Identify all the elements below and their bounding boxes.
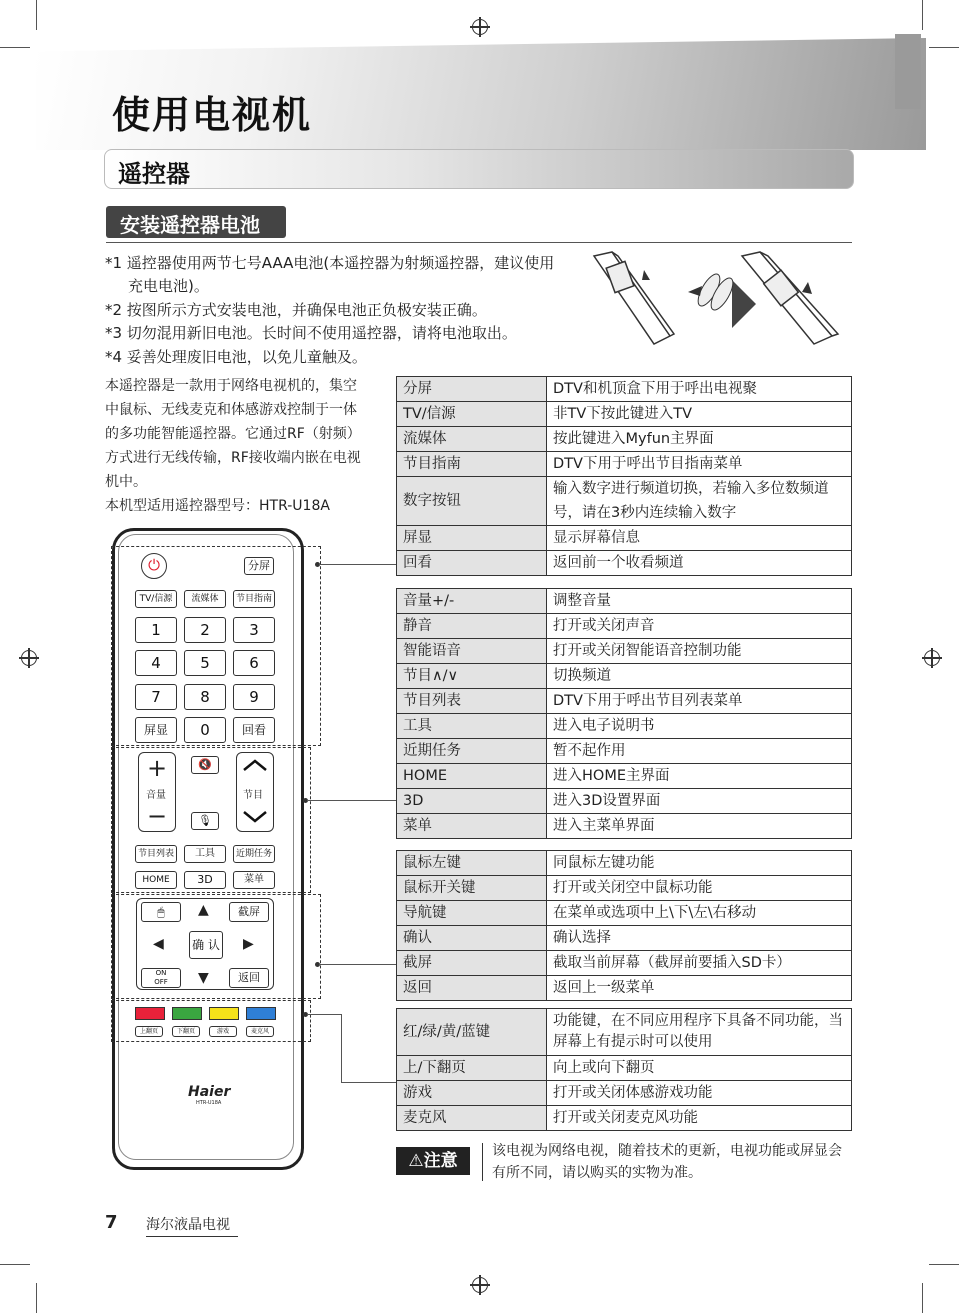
crop-mark: [929, 1264, 959, 1265]
table-value: 打开或关闭声音: [547, 614, 852, 639]
function-table-volume: [396, 588, 852, 839]
table-row: [397, 764, 852, 789]
table-key: 麦克风: [397, 1106, 547, 1131]
table-key: TV/信源: [397, 402, 547, 427]
crop-mark: [929, 47, 959, 48]
power-icon: ⏻: [141, 553, 167, 579]
table-row: [397, 951, 852, 976]
digit-button: 7: [135, 684, 177, 710]
table-key: 静音: [397, 614, 547, 639]
table-row: [397, 1106, 852, 1131]
table-value: 进入电子说明书: [547, 714, 852, 739]
table-key: 近期任务: [397, 739, 547, 764]
digit-button: 8: [184, 684, 226, 710]
table-row: [397, 689, 852, 714]
table-value: 返回上一级菜单: [547, 976, 852, 1001]
table-key: 菜单: [397, 814, 547, 839]
table-row: [397, 851, 852, 876]
brand-logo: Haier: [188, 1084, 231, 1100]
table-value: 显示屏幕信息: [547, 526, 852, 551]
model-label: HTR-U18A: [196, 1100, 222, 1106]
battery-install-illustration: [592, 250, 854, 350]
crop-mark: [36, 0, 37, 30]
function-table-color-keys: [396, 1008, 852, 1131]
table-value: 打开或关闭麦克风功能: [547, 1106, 852, 1131]
table-value: 切换频道: [547, 664, 852, 689]
table-key: 节目列表: [397, 689, 547, 714]
volume-minus-icon: −: [147, 802, 168, 830]
table-value: 返回前一个收看频道: [547, 551, 852, 576]
table-row: [397, 1056, 852, 1081]
recall-button: 回看: [233, 717, 275, 743]
table-key: 回看: [397, 551, 547, 576]
remote-intro: 本遥控器是一款用于网络电视机的，集空 中鼠标、无线麦克和体感游戏控制于一体 的多功能智能遥控器。它通过RF（射频） 方式进行无线传输，RF接收端内嵌在电视 机中。 本机型适用遥控器型号：HTR-U18A: [105, 378, 361, 514]
table-row: [397, 789, 852, 814]
menu-button: 菜单: [233, 871, 275, 889]
digit-button: 2: [184, 617, 226, 643]
button-group-outline: [111, 894, 321, 999]
ok-button: 确 认: [189, 931, 223, 959]
table-value: 暂不起作用: [547, 739, 852, 764]
table-row: [397, 739, 852, 764]
table-key: 游戏: [397, 1081, 547, 1106]
registration-mark-icon: [21, 650, 37, 666]
crop-mark: [922, 0, 923, 30]
function-table-navigation: [396, 850, 852, 1001]
back-button: 返回: [229, 968, 269, 988]
table-value: 打开或关闭智能语音控制功能: [547, 639, 852, 664]
button-group-outline: [111, 546, 321, 746]
game-button: 游戏: [209, 1026, 237, 1037]
table-row: [397, 639, 852, 664]
table-row: [397, 664, 852, 689]
table-key: 确认: [397, 926, 547, 951]
digit-button: 5: [184, 650, 226, 676]
arrow-right-icon: ▶: [243, 936, 254, 952]
digit-button: 1: [135, 617, 177, 643]
table-key: 分屏: [397, 377, 547, 402]
table-key: 鼠标左键: [397, 851, 547, 876]
table-value: 打开或关闭空中鼠标功能: [547, 876, 852, 901]
digit-button: 4: [135, 650, 177, 676]
3d-button: 3D: [184, 871, 226, 889]
caution-badge: [396, 1147, 470, 1175]
table-row: [397, 551, 852, 576]
home-button: HOME: [135, 871, 177, 889]
mouse-off-label: OFF: [154, 978, 168, 986]
registration-mark-icon: [472, 1277, 488, 1293]
table-key: 红/绿/黄/蓝键: [397, 1009, 547, 1056]
page-down-button: 下翻页: [172, 1026, 200, 1037]
table-value: 确认选择: [547, 926, 852, 951]
registration-mark-icon: [924, 650, 940, 666]
digit-button: 3: [233, 617, 275, 643]
table-key: 屏显: [397, 526, 547, 551]
recent-tasks-button: 近期任务: [233, 845, 275, 863]
table-row: [397, 714, 852, 739]
button-group-outline: [111, 747, 311, 893]
crop-mark: [922, 1283, 923, 1313]
table-value: 功能键，在不同应用程序下具备不同功能，当屏幕上有提示时可以使用: [547, 1009, 852, 1056]
header-tab: [895, 34, 921, 109]
table-value: DTV下用于呼出节目指南菜单: [547, 452, 852, 477]
connector-line: [307, 1014, 342, 1015]
digit-button: 6: [233, 650, 275, 676]
table-value: 调整音量: [547, 589, 852, 614]
table-value: 同鼠标左键功能: [547, 851, 852, 876]
table-row: [397, 526, 852, 551]
connector-line: [319, 964, 396, 965]
subsection-title: 安装遥控器电池: [120, 213, 260, 237]
table-value: 向上或向下翻页: [547, 1056, 852, 1081]
page-up-button: 上翻页: [135, 1026, 163, 1037]
table-row: [397, 876, 852, 901]
table-key: HOME: [397, 764, 547, 789]
table-key: 上/下翻页: [397, 1056, 547, 1081]
arrow-left-icon: ◀: [153, 936, 164, 952]
footer-rule: [146, 1236, 238, 1237]
table-value: 输入数字进行频道切换，若输入多位数频道号，请在3秒内连续输入数字: [547, 477, 852, 526]
screenshot-button: 截屏: [229, 902, 269, 922]
connector-line: [341, 1014, 342, 1083]
program-guide-button: 节目指南: [233, 590, 275, 608]
table-value: DTV和机顶盒下用于呼出电视聚: [547, 377, 852, 402]
warning-icon: ⚠: [408, 1151, 424, 1171]
digit-button-zero: 0: [184, 717, 226, 743]
caution-text: 该电视为网络电视，随着技术的更新，电视功能或屏显会有所不同，请以购买的实物为准。: [492, 1143, 842, 1181]
table-value: 进入3D设置界面: [547, 789, 852, 814]
table-key: 节目∧/∨: [397, 664, 547, 689]
tv-source-button: TV/信源: [135, 590, 177, 608]
registration-mark-icon: [472, 19, 488, 35]
crop-mark: [36, 1283, 37, 1313]
table-value: 在菜单或选项中上\下\左\右移动: [547, 901, 852, 926]
caution-label: 注意: [423, 1151, 458, 1171]
caution-divider: [482, 1143, 483, 1181]
table-value: 进入主菜单界面: [547, 814, 852, 839]
battery-note: *3 切勿混用新旧电池。长时间不使用遥控器，请将电池取出。: [105, 324, 517, 342]
tools-button: 工具: [184, 845, 226, 863]
streaming-button: 流媒体: [184, 590, 226, 608]
section-bar: [104, 149, 854, 189]
table-key: 智能语音: [397, 639, 547, 664]
battery-note: *2 按图所示方式安装电池，并确保电池正负极安装正确。: [105, 301, 487, 319]
table-key: 节目指南: [397, 452, 547, 477]
table-key: 鼠标开关键: [397, 876, 547, 901]
table-row: [397, 614, 852, 639]
section-title: 遥控器: [118, 160, 190, 188]
battery-note: *4 妥善处理废旧电池，以免儿童触及。: [105, 348, 367, 366]
connector-line: [341, 1082, 396, 1083]
table-value: 截取当前屏幕（截屏前要插入SD卡）: [547, 951, 852, 976]
osd-button: 屏显: [135, 717, 177, 743]
microphone-icon: 🎙: [191, 812, 219, 830]
table-row: [397, 926, 852, 951]
table-value: 按此键进入Myfun主界面: [547, 427, 852, 452]
connector-line: [319, 564, 396, 565]
table-key: 返回: [397, 976, 547, 1001]
table-value: 非TV下按此键进入TV: [547, 402, 852, 427]
footer-brand: 海尔液晶电视: [146, 1217, 230, 1233]
arrow-down-icon: ▼: [198, 970, 209, 986]
digit-button: 9: [233, 684, 275, 710]
table-row: [397, 1081, 852, 1106]
table-row: [397, 901, 852, 926]
arrow-up-icon: ▲: [198, 902, 209, 918]
table-value: 进入HOME主界面: [547, 764, 852, 789]
table-row: [397, 452, 852, 477]
mouse-left-icon: 🖱: [141, 902, 181, 922]
table-row: [397, 976, 852, 1001]
volume-label: 音量: [146, 790, 166, 801]
table-key: 工具: [397, 714, 547, 739]
table-row: [397, 477, 852, 526]
connector-line: [307, 800, 396, 801]
mic-button: 麦克风: [246, 1026, 274, 1037]
table-key: 导航键: [397, 901, 547, 926]
table-key: 流媒体: [397, 427, 547, 452]
table-row: [397, 402, 852, 427]
table-row: [397, 1009, 852, 1056]
table-key: 音量+/-: [397, 589, 547, 614]
function-table-top: [396, 376, 852, 576]
table-row: [397, 814, 852, 839]
button-group-outline: [111, 1000, 311, 1042]
battery-note: 充电电池)。: [128, 277, 209, 295]
page-title: 使用电视机: [112, 93, 313, 137]
battery-note: *1 遥控器使用两节七号AAA电池(本遥控器为射频遥控器，建议使用: [105, 254, 555, 272]
table-row: [397, 427, 852, 452]
table-key: 3D: [397, 789, 547, 814]
crop-mark: [0, 1264, 30, 1265]
crop-mark: [0, 47, 30, 48]
table-row: [397, 377, 852, 402]
program-label: 节目: [243, 790, 263, 801]
mute-icon: 🔇: [191, 756, 219, 774]
page-number: 7: [105, 1212, 118, 1233]
section-rule: [106, 242, 852, 243]
table-key: 数字按钮: [397, 477, 547, 526]
table-value: DTV下用于呼出节目列表菜单: [547, 689, 852, 714]
split-screen-button: 分屏: [244, 557, 274, 575]
volume-plus-icon: +: [147, 754, 168, 782]
table-key: 截屏: [397, 951, 547, 976]
mouse-on-label: ON: [155, 969, 167, 977]
program-list-button: 节目列表: [135, 845, 177, 863]
table-row: [397, 589, 852, 614]
table-value: 打开或关闭体感游戏功能: [547, 1081, 852, 1106]
